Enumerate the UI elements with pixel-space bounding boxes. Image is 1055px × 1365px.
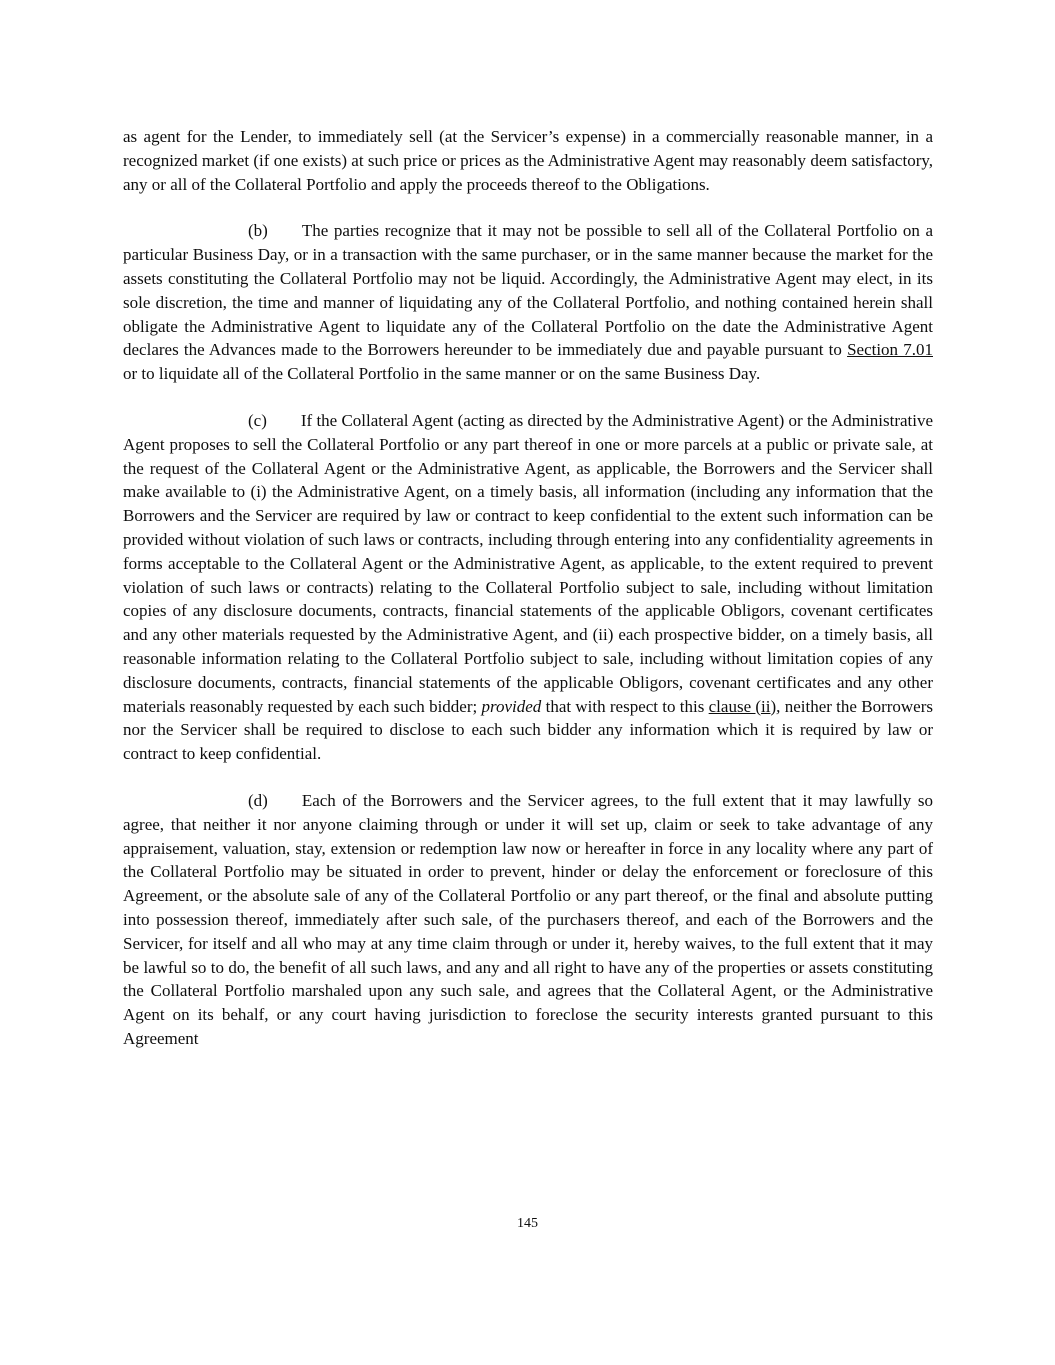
text-run: that with respect to this <box>541 696 709 716</box>
text-run: or to liquidate all of the Collateral Portfolio in the same manner or on the same Business Day. <box>123 364 761 384</box>
paragraph <box>123 125 933 196</box>
text-run: Each of the Borrowers and the Servicer agrees, to the full extent that it may lawfully so agree, that neither it nor anyone claiming through or under it will set up, claim or seek to take advantage of any appraisement, valuation, stay, extension or redemption law now or hereafter in force in any locality where any part of the Collateral Portfolio may be situated in order to prevent, hinder or delay the enforcement or foreclosure of this Agreement, or the absolute sale of any of the Collateral Portfolio or any part thereof, or the final and absolute putting into possession thereof, immediately after such sale, of the purchasers thereof, and each of the Borrowers and the Servicer, for itself and all who may at any time claim through or under it, hereby waives, to the full extent that it may be lawful so to do, the benefit of all such laws, and any and all right to have any of the properties or assets constituting the Collateral Portfolio marshaled upon any such sale, and agrees that the Collateral Agent, or the Administrative Agent on its behalf, or any court having jurisdiction to foreclose the security interests granted pursuant to this Agreement <box>123 790 933 1048</box>
page-number: 145 <box>517 1216 538 1231</box>
paragraph-label: (b) <box>248 221 268 241</box>
text-run-italic: provided <box>481 696 542 716</box>
text-run: as agent for the Lender, to immediately sell (at the Servicer’s expense) in a commercially reasonable manner, in a recognized market (if one exists) at such price or prices as the Administrative Agent may reasonably deem satisfactory, any or all of the Collateral Portfolio and apply the proceeds thereof to the Obligations. <box>123 127 933 194</box>
text-run-underline: Section 7.01 <box>847 340 933 360</box>
paragraph <box>123 789 933 1051</box>
paragraph-label: (d) <box>248 790 268 810</box>
paragraph <box>123 219 933 386</box>
text-run-underline: clause (ii) <box>708 696 777 716</box>
text-run: The parties recognize that it may not be possible to sell all of the Collateral Portfolio on a particular Business Day, or in a transaction with the same purchaser, or in the same manner because the market for the assets constituting the Collateral Portfolio may not be liquid. Accordingly, the Administrative Agent may elect, in its sole discretion, the time and manner of liquidating any of the Collateral Portfolio, and nothing contained herein shall obligate the Administrative Agent to liquidate any of the Collateral Portfolio on the date the Administrative Agent declares the Advances made to the Borrowers hereunder to be immediately due and payable pursuant to <box>123 221 933 360</box>
document-body <box>123 125 933 1074</box>
paragraph <box>123 409 933 766</box>
text-run: , neither the Borrowers nor the Servicer shall be required to disclose to each such bidder any information which it is required by law or contract to keep confidential. <box>123 696 933 764</box>
text-run: If the Collateral Agent (acting as directed by the Administrative Agent) or the Administrative Agent proposes to sell the Collateral Portfolio or any part thereof in one or more parcels at a public or private sale, at the request of the Collateral Agent or the Administrative Agent, as applicable, the Borrowers and the Servicer shall make available to (i) the Administrative Agent, on a timely basis, all information (including any information that the Borrowers and the Servicer are required by law or contract to keep confidential to the extent such information can be provided without violation of such laws or contracts, including through entering into any confidentiality agreements in forms acceptable to the Collateral Agent or the Administrative Agent, as applicable, to the extent required to prevent violation of such laws or contracts) relating to the Collateral Portfolio subject to sale, including without limitation copies of any disclosure documents, contracts, financial statements of the applicable Obligors, covenant certificates and any other materials requested by the Administrative Agent, and (ii) each prospective bidder, on a timely basis, all reasonable information relating to the Collateral Portfolio subject to sale, including without limitation copies of any disclosure documents, contracts, financial statements of the applicable Obligors, covenant certificates and any other materials reasonably requested by each such bidder; <box>123 410 934 716</box>
paragraph-label: (c) <box>248 410 267 430</box>
